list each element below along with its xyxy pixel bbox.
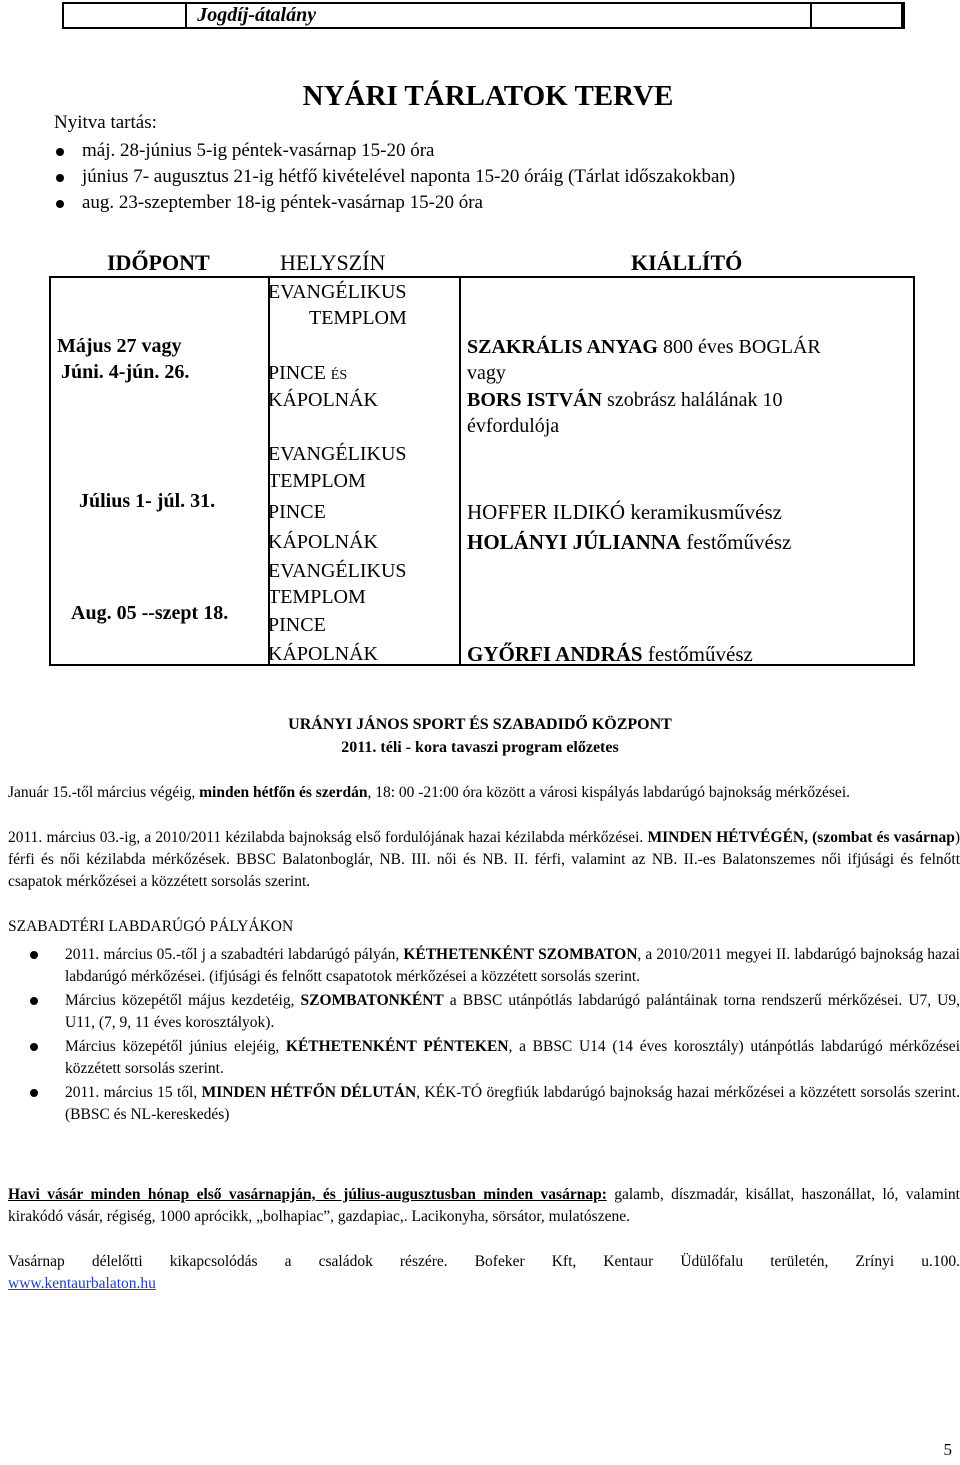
row2-place-line1: EVANGÉLIKUS	[268, 443, 407, 465]
row2-place-line4: KÁPOLNÁK	[268, 531, 378, 553]
row2-date: Július 1- júl. 31.	[79, 490, 216, 512]
column-header-date: IDŐPONT	[107, 250, 210, 275]
row2-place-line2: TEMPLOM	[268, 470, 366, 492]
column-header-place: HELYSZÍN	[280, 250, 386, 275]
row3-place-line3: PINCE	[268, 614, 326, 636]
row1-date-line1: Május 27 vagy	[57, 335, 182, 357]
sport-center-title: URÁNYI JÁNOS SPORT ÉS SZABADIDŐ KÖZPONT	[288, 716, 672, 733]
website-link[interactable]: www.kentaurbalaton.hu	[8, 1275, 156, 1292]
opening-hours-list	[54, 138, 735, 216]
row2-exhibitor-line2: HOLÁNYI JÚLIANNA festőművész	[467, 530, 792, 554]
sport-center-paragraph-1: Január 15.-től március végéig, minden hétfőn és szerdán, 18: 00 -21:00 óra között a városi kispályás labdarúgó bajnokság mérkőzései.	[8, 784, 850, 801]
outdoor-program-list	[8, 944, 960, 1126]
row3-place-line2: TEMPLOM	[268, 586, 366, 608]
market-heading: Havi vásár minden hónap első vasárnapján, és július-augusztusban minden vasárnap:	[8, 1186, 607, 1203]
opening-hours-label: Nyitva tartás:	[54, 112, 157, 133]
row1-place-line2: TEMPLOM	[309, 307, 407, 329]
website-link-row	[8, 1273, 960, 1295]
row1-exhibitor-line1: SZAKRÁLIS ANYAG 800 éves BOGLÁR	[467, 336, 821, 358]
market-paragraph	[8, 1184, 960, 1228]
row3-place-line1: EVANGÉLIKUS	[268, 560, 407, 582]
exhibition-table	[49, 276, 915, 666]
sport-center-paragraph-2: 2011. március 03.-ig, a 2010/2011 kézilabda bajnokság első fordulójának hazai kézilabda mérkőzései. MINDEN HÉTVÉGÉN, (szombat és vasárnap) férfi és női kézilabda mérkőzések. BBSC Balatonboglár, NB. III. női és NB. II. férfi, valamint az NB. II.-es Balatonszemes női ifjúsági és felnőtt csapatok mérkőzései a közzétett sorsolás szerint.	[8, 829, 960, 890]
list-item: máj. 28-június 5-ig péntek-vasárnap 15-20 óra	[54, 138, 735, 164]
sunday-program-text: Vasárnap délelőtti kikapcsolódás a családok részére. Bofeker Kft, Kentaur Üdülőfalu területén, Zrínyi u.100.	[8, 1253, 960, 1270]
row1-exhibitor-line4: évfordulója	[467, 415, 560, 437]
row1-date-line2: Júni. 4-jún. 26.	[61, 361, 190, 383]
header-strip-empty-cell	[902, 3, 904, 28]
row1-place-line3: PINCE ÉS	[268, 362, 348, 384]
header-strip-label: Jogdíj-átalány	[186, 3, 810, 28]
row3-date: Aug. 05 --szept 18.	[71, 602, 229, 624]
row1-place-line4: KÁPOLNÁK	[268, 389, 378, 411]
page-number: 5	[943, 1440, 952, 1459]
row3-place-line4: KÁPOLNÁK	[268, 643, 378, 665]
outdoor-section-title: SZABADTÉRI LABDARÚGÓ PÁLYÁKON	[8, 918, 294, 935]
header-strip-empty-cell	[63, 3, 186, 28]
market-text: galamb, díszmadár, kisállat, haszonállat, ló, valamint kirakódó vásár, régiség, 1000 aprócikk, „bolhapiac”, gazdapiac,. Lacikonyha, sörsátor, mulatószene.	[8, 1186, 960, 1225]
column-header-exhibitor: KIÁLLÍTÓ	[631, 250, 743, 275]
list-item: 2011. március 15 től, MINDEN HÉTFŐN DÉLUTÁN, KÉK-TÓ öregfiúk labdarúgó bajnokság hazai mérkőzései a közzétett sorsolás szerint. (BBSC és NL-kereskedés)	[8, 1082, 960, 1126]
list-item: aug. 23-szeptember 18-ig péntek-vasárnap 15-20 óra	[54, 190, 735, 216]
row1-exhibitor-line2: vagy	[467, 362, 506, 384]
header-strip-table	[62, 2, 905, 29]
row1-place-line1: EVANGÉLIKUS	[268, 281, 407, 303]
list-item: június 7- augusztus 21-ig hétfő kivételével naponta 15-20 óráig (Tárlat időszakokban)	[54, 164, 735, 190]
list-item: 2011. március 05.-től j a szabadtéri labdarúgó pályán, KÉTHETENKÉNT SZOMBATON, a 2010/2011 megyei II. labdarúgó bajnokság hazai labdarúgó mérkőzései. (ifjúsági és felnőtt csapatotok mérkőzései a közzétett sorsolás szerint.	[8, 944, 960, 988]
row2-exhibitor-line1: HOFFER ILDIKÓ keramikusművész	[467, 500, 782, 524]
sport-center-subtitle: 2011. téli - kora tavaszi program előzetes	[341, 739, 619, 756]
page-title: NYÁRI TÁRLATOK TERVE	[302, 80, 674, 112]
row1-exhibitor-line3: BORS ISTVÁN szobrász halálának 10	[467, 389, 783, 411]
header-strip-empty-cell	[811, 3, 902, 28]
list-item: Március közepétől május kezdetéig, SZOMBATONKÉNT a BBSC utánpótlás labdarúgó palántáinak torna rendszerű mérkőzései. U7, U9, U11, (7, 9, 11 éves korosztályok).	[8, 990, 960, 1034]
column-divider	[459, 278, 461, 664]
row2-place-line3: PINCE	[268, 501, 326, 523]
list-item: Március közepétől június elejéig, KÉTHETENKÉNT PÉNTEKEN, a BBSC U14 (14 éves korosztály) utánpótlás labdarúgó mérkőzései közzétett sorsolás szerint.	[8, 1036, 960, 1080]
row3-exhibitor: GYŐRFI ANDRÁS festőművész	[467, 642, 753, 666]
